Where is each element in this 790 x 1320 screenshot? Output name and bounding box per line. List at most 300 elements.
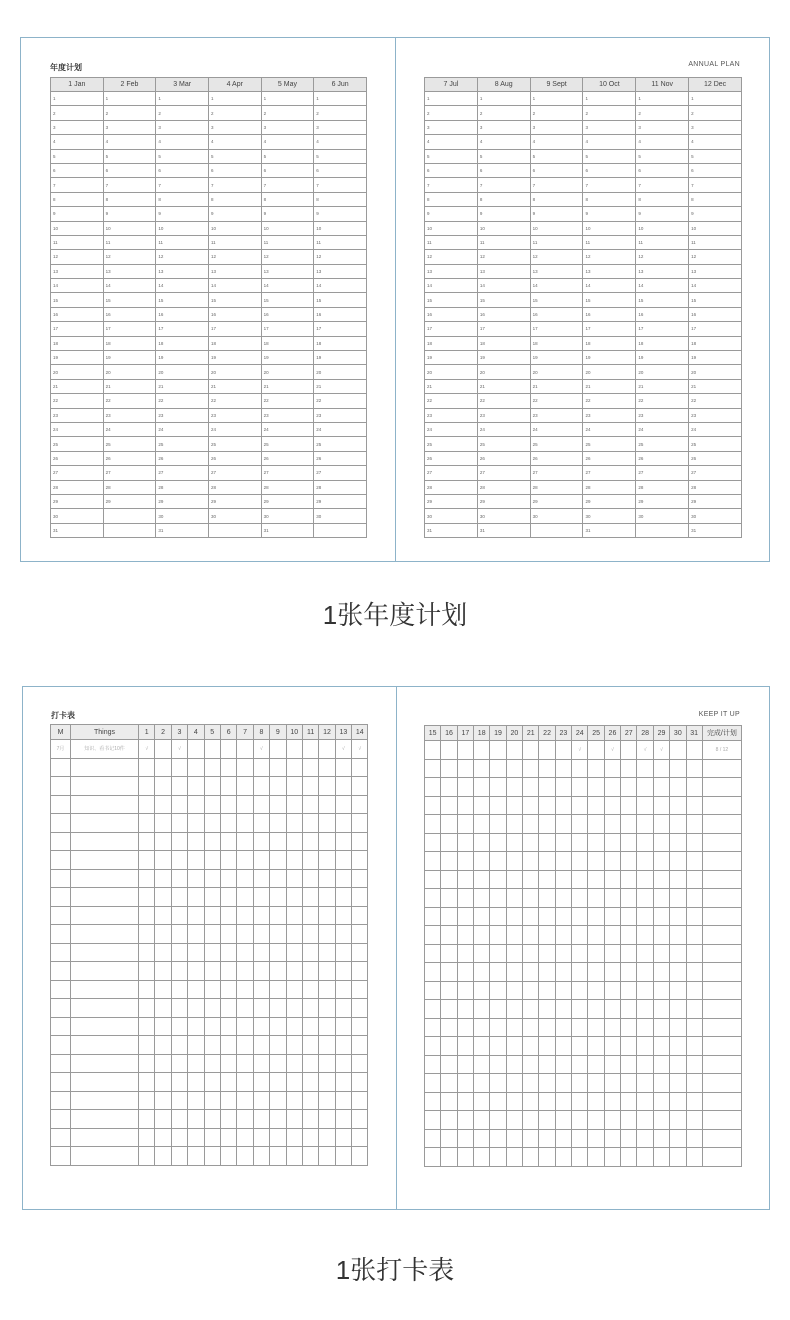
- habit-day-cell: [474, 870, 490, 889]
- habit-day-cell: [572, 1037, 588, 1056]
- day-cell: 23: [208, 408, 261, 422]
- habit-thing-cell: [71, 758, 139, 777]
- habit-day-cell: [204, 814, 220, 833]
- day-cell: 7: [156, 178, 209, 192]
- day-cell: 14: [689, 279, 742, 293]
- habit-day-cell: [572, 870, 588, 889]
- day-cell: 14: [477, 279, 530, 293]
- caption-annual-plan: 1张年度计划: [322, 600, 468, 630]
- habit-day-cell: [237, 925, 253, 944]
- day-cell: 18: [314, 336, 367, 350]
- habit-day-cell: [286, 832, 302, 851]
- day-cell: 16: [208, 307, 261, 321]
- habit-day-cell: [270, 740, 286, 759]
- habit-day-cell: [155, 962, 171, 981]
- day-cell: 4: [261, 135, 314, 149]
- habit-day-cell: [474, 833, 490, 852]
- habit-day-cell: [335, 1036, 351, 1055]
- day-cell: 17: [103, 322, 156, 336]
- habit-day-cell: [506, 1092, 522, 1111]
- habit-day-cell: [352, 1147, 368, 1166]
- habit-day-cell: [425, 1092, 441, 1111]
- habit-day-cell: [523, 1129, 539, 1148]
- day-cell: 17: [51, 322, 104, 336]
- day-cell: 31: [689, 523, 742, 537]
- habit-thing-cell: [71, 943, 139, 962]
- habit-day-cell: [237, 795, 253, 814]
- habit-day-cell: [237, 1054, 253, 1073]
- habit-day-cell: [237, 999, 253, 1018]
- habit-day-cell: [425, 833, 441, 852]
- habit-row: [425, 741, 742, 760]
- day-cell: 24: [51, 422, 104, 436]
- habit-day-cell: [253, 1017, 269, 1036]
- day-cell: 5: [477, 149, 530, 163]
- habit-day-cell: [637, 778, 653, 797]
- habit-day-cell: [539, 778, 555, 797]
- day-cell: 13: [530, 264, 583, 278]
- day-row: [51, 351, 367, 365]
- habit-day-cell: [352, 1128, 368, 1147]
- habit-day-cell: [441, 1000, 457, 1019]
- habit-day-cell: [319, 1073, 335, 1092]
- day-row: [425, 149, 742, 163]
- habit-day-cell: [490, 1055, 506, 1074]
- habit-thing-cell: [71, 851, 139, 870]
- habit-day-cell: [441, 815, 457, 834]
- done-plan-cell: [702, 1074, 741, 1093]
- habit-row: [425, 1148, 742, 1167]
- habit-month-cell: [51, 906, 71, 925]
- habit-day-cell: [335, 925, 351, 944]
- day-cell: 23: [477, 408, 530, 422]
- habit-day-cell: [220, 888, 236, 907]
- day-cell: 17: [314, 322, 367, 336]
- habit-day-cell: [555, 852, 571, 871]
- day-cell: 14: [530, 279, 583, 293]
- habit-day-cell: [270, 1110, 286, 1129]
- habit-day-cell: [637, 852, 653, 871]
- day-cell: 7: [314, 178, 367, 192]
- habit-day-cell: [319, 980, 335, 999]
- habit-day-cell: [171, 925, 187, 944]
- day-row: [425, 494, 742, 508]
- day-cell: 28: [530, 480, 583, 494]
- habit-day-cell: [474, 741, 490, 760]
- habit-day-cell: [539, 852, 555, 871]
- habit-day-cell: [490, 981, 506, 1000]
- habit-day-cell: [319, 1017, 335, 1036]
- habit-day-cell: [506, 870, 522, 889]
- day-cell: 11: [51, 235, 104, 249]
- day-cell: 12: [51, 250, 104, 264]
- habit-day-cell: [171, 888, 187, 907]
- day-cell: 31: [477, 523, 530, 537]
- day-row: [51, 120, 367, 134]
- habit-month-cell: [51, 851, 71, 870]
- habit-day-cell: [441, 963, 457, 982]
- habit-day-cell: [335, 962, 351, 981]
- day-cell: 26: [530, 451, 583, 465]
- habit-day-cell: [637, 1000, 653, 1019]
- day-cell: 20: [156, 365, 209, 379]
- day-cell: 15: [636, 293, 689, 307]
- day-column-header: 11: [302, 725, 318, 740]
- habit-day-cell: [139, 925, 155, 944]
- habit-day-cell: [171, 814, 187, 833]
- habit-thing-cell: [71, 1073, 139, 1092]
- day-row: [425, 106, 742, 120]
- habit-day-cell: [253, 832, 269, 851]
- annual-plan-spread: [20, 37, 770, 562]
- day-row: [425, 437, 742, 451]
- habit-day-cell: [302, 758, 318, 777]
- habit-thing-cell: [71, 1054, 139, 1073]
- habit-day-cell: [506, 1111, 522, 1130]
- habit-day-cell: [670, 1018, 686, 1037]
- habit-day-cell: [352, 758, 368, 777]
- habit-day-cell: [171, 906, 187, 925]
- habit-day-cell: [474, 981, 490, 1000]
- habit-day-cell: [670, 833, 686, 852]
- habit-day-cell: [270, 888, 286, 907]
- habit-day-cell: [302, 795, 318, 814]
- day-cell: 18: [636, 336, 689, 350]
- habit-day-cell: [302, 1110, 318, 1129]
- habit-day-cell: [670, 796, 686, 815]
- day-row: [51, 235, 367, 249]
- habit-day-cell: [335, 1110, 351, 1129]
- habit-day-cell: [506, 1055, 522, 1074]
- habit-day-cell: [155, 1073, 171, 1092]
- habit-day-cell: [670, 1000, 686, 1019]
- habit-row: [51, 999, 368, 1018]
- habit-day-cell: [352, 1110, 368, 1129]
- day-cell: 9: [261, 207, 314, 221]
- day-cell: 10: [314, 221, 367, 235]
- done-plan-cell: [702, 815, 741, 834]
- habit-day-cell: [457, 1092, 473, 1111]
- habit-day-cell: [572, 833, 588, 852]
- day-column-header: 8: [253, 725, 269, 740]
- habit-day-cell: [204, 1017, 220, 1036]
- day-cell: 23: [689, 408, 742, 422]
- habit-day-cell: [653, 815, 669, 834]
- day-cell: 27: [583, 466, 636, 480]
- habit-day-cell: [220, 962, 236, 981]
- habit-day-cell: [441, 1018, 457, 1037]
- habit-row: [425, 926, 742, 945]
- habit-day-cell: [204, 851, 220, 870]
- habit-day-cell: [441, 1055, 457, 1074]
- habit-day-cell: [506, 833, 522, 852]
- habit-day-cell: [474, 1037, 490, 1056]
- month-header: 9 Sept: [530, 78, 583, 92]
- habit-day-cell: [490, 1074, 506, 1093]
- day-cell: 8: [103, 192, 156, 206]
- habit-day-cell: [572, 944, 588, 963]
- habit-day-cell: [670, 926, 686, 945]
- habit-day-cell: [604, 1037, 620, 1056]
- habit-month-cell: [51, 869, 71, 888]
- month-header: 1 Jan: [51, 78, 104, 92]
- habit-day-cell: [621, 889, 637, 908]
- habit-day-cell: [139, 906, 155, 925]
- habit-day-cell: [523, 833, 539, 852]
- habit-row: [51, 1147, 368, 1166]
- habit-day-cell: [302, 1073, 318, 1092]
- habit-day-cell: [490, 1018, 506, 1037]
- day-cell: 27: [314, 466, 367, 480]
- day-cell: 13: [477, 264, 530, 278]
- day-cell: 30: [208, 509, 261, 523]
- habit-day-cell: [335, 1091, 351, 1110]
- day-cell: 18: [425, 336, 478, 350]
- habit-day-cell: [588, 1055, 604, 1074]
- day-row: [51, 135, 367, 149]
- habit-day-cell: [286, 758, 302, 777]
- habit-day-cell: [270, 777, 286, 796]
- day-cell: 1: [636, 92, 689, 106]
- day-cell: 15: [208, 293, 261, 307]
- habit-day-cell: [506, 759, 522, 778]
- day-column-header: 10: [286, 725, 302, 740]
- habit-day-cell: [490, 944, 506, 963]
- habit-day-cell: [604, 1074, 620, 1093]
- day-cell: 23: [530, 408, 583, 422]
- habit-day-cell: [139, 851, 155, 870]
- habit-day-cell: [270, 962, 286, 981]
- habit-day-cell: [335, 777, 351, 796]
- habit-day-cell: [220, 943, 236, 962]
- habit-day-cell: [653, 1092, 669, 1111]
- day-cell: 19: [261, 351, 314, 365]
- habit-day-cell: [523, 852, 539, 871]
- day-cell: 27: [636, 466, 689, 480]
- habit-day-cell: [490, 741, 506, 760]
- day-row: [425, 480, 742, 494]
- habit-day-cell: [457, 926, 473, 945]
- habit-day-cell: [441, 1148, 457, 1167]
- day-cell: 23: [314, 408, 367, 422]
- day-cell: 16: [425, 307, 478, 321]
- day-cell: 8: [208, 192, 261, 206]
- day-cell: 3: [530, 120, 583, 134]
- day-cell: 17: [636, 322, 689, 336]
- day-cell: [636, 523, 689, 537]
- habit-day-cell: [637, 1148, 653, 1167]
- habit-day-cell: [457, 741, 473, 760]
- habit-day-cell: [670, 944, 686, 963]
- day-cell: 30: [477, 509, 530, 523]
- habit-day-cell: [670, 1074, 686, 1093]
- habit-day-cell: [670, 907, 686, 926]
- habit-day-cell: [621, 778, 637, 797]
- habit-day-cell: [474, 796, 490, 815]
- habit-day-cell: [523, 741, 539, 760]
- month-header: 2 Feb: [103, 78, 156, 92]
- habit-day-cell: [555, 981, 571, 1000]
- habit-day-cell: [686, 1074, 702, 1093]
- day-cell: 3: [477, 120, 530, 134]
- habit-day-cell: [302, 925, 318, 944]
- habit-day-cell: [335, 888, 351, 907]
- day-cell: 21: [208, 379, 261, 393]
- habit-day-cell: [621, 833, 637, 852]
- habit-day-cell: [155, 980, 171, 999]
- habit-day-cell: [302, 777, 318, 796]
- day-cell: 17: [530, 322, 583, 336]
- month-header: 4 Apr: [208, 78, 261, 92]
- day-cell: 18: [51, 336, 104, 350]
- habit-day-cell: [539, 815, 555, 834]
- habit-day-cell: [588, 889, 604, 908]
- day-cell: 2: [51, 106, 104, 120]
- habit-day-cell: [286, 777, 302, 796]
- day-cell: 11: [477, 235, 530, 249]
- day-cell: 20: [689, 365, 742, 379]
- day-cell: 11: [425, 235, 478, 249]
- day-cell: 25: [530, 437, 583, 451]
- day-cell: 11: [103, 235, 156, 249]
- habit-day-cell: [253, 869, 269, 888]
- day-cell: 22: [530, 394, 583, 408]
- day-cell: 1: [530, 92, 583, 106]
- habit-day-cell: [155, 795, 171, 814]
- habit-day-cell: [352, 999, 368, 1018]
- habit-day-cell: [286, 1091, 302, 1110]
- habit-day-cell: [171, 1147, 187, 1166]
- done-plan-cell: [702, 1018, 741, 1037]
- habit-day-cell: [425, 1000, 441, 1019]
- day-cell: 7: [477, 178, 530, 192]
- habit-day-cell: [286, 1017, 302, 1036]
- habit-day-cell: [588, 1037, 604, 1056]
- habit-day-cell: [572, 889, 588, 908]
- habit-day-cell: [441, 870, 457, 889]
- habit-thing-cell: [71, 980, 139, 999]
- day-cell: 4: [477, 135, 530, 149]
- habit-day-cell: [204, 1128, 220, 1147]
- day-cell: 15: [261, 293, 314, 307]
- habit-day-cell: [523, 889, 539, 908]
- habit-day-cell: [490, 815, 506, 834]
- habit-day-cell: [286, 795, 302, 814]
- habit-day-cell: [270, 795, 286, 814]
- habit-day-cell: [637, 981, 653, 1000]
- habit-day-cell: [572, 778, 588, 797]
- column-header-things: Things: [71, 725, 139, 740]
- habit-day-cell: [441, 1074, 457, 1093]
- day-cell: 5: [314, 149, 367, 163]
- habit-day-cell: [490, 1092, 506, 1111]
- habit-day-cell: [425, 778, 441, 797]
- habit-day-cell: [506, 944, 522, 963]
- day-cell: 10: [636, 221, 689, 235]
- day-cell: 5: [208, 149, 261, 163]
- habit-day-cell: [319, 777, 335, 796]
- day-cell: 8: [156, 192, 209, 206]
- habit-month-cell: [51, 1091, 71, 1110]
- habit-day-cell: [188, 999, 204, 1018]
- habit-thing-cell: [71, 1110, 139, 1129]
- habit-day-cell: [425, 963, 441, 982]
- habit-day-cell: [188, 1128, 204, 1147]
- habit-day-cell: [686, 1018, 702, 1037]
- habit-day-cell: [490, 870, 506, 889]
- habit-day-cell: [457, 944, 473, 963]
- habit-day-cell: [155, 925, 171, 944]
- day-cell: 30: [51, 509, 104, 523]
- done-plan-cell: [702, 778, 741, 797]
- habit-day-cell: [139, 1147, 155, 1166]
- day-row: [425, 365, 742, 379]
- habit-day-cell: [686, 852, 702, 871]
- day-cell: 31: [583, 523, 636, 537]
- habit-day-cell: [572, 1148, 588, 1167]
- habit-day-cell: [555, 1018, 571, 1037]
- habit-day-cell: [425, 1055, 441, 1074]
- day-cell: 29: [51, 494, 104, 508]
- habit-day-cell: [539, 1092, 555, 1111]
- habit-day-cell: [555, 907, 571, 926]
- habit-day-cell: [506, 981, 522, 1000]
- day-cell: 21: [156, 379, 209, 393]
- habit-day-cell: [237, 1073, 253, 1092]
- habit-day-cell: [335, 1128, 351, 1147]
- habit-day-cell: [621, 1092, 637, 1111]
- habit-day-cell: [474, 815, 490, 834]
- habit-day-cell: [352, 1054, 368, 1073]
- day-cell: 21: [51, 379, 104, 393]
- habit-row: [425, 1055, 742, 1074]
- habit-day-cell: [188, 851, 204, 870]
- habit-day-cell: [237, 888, 253, 907]
- habit-day-cell: [490, 759, 506, 778]
- day-cell: 8: [583, 192, 636, 206]
- day-cell: 27: [208, 466, 261, 480]
- habit-day-cell: [253, 906, 269, 925]
- day-column-header: 14: [352, 725, 368, 740]
- day-cell: 28: [208, 480, 261, 494]
- habit-day-cell: [139, 943, 155, 962]
- month-header: 7 Jul: [425, 78, 478, 92]
- habit-day-cell: [425, 796, 441, 815]
- day-cell: 20: [530, 365, 583, 379]
- habit-day-cell: [139, 999, 155, 1018]
- habit-day-cell: [425, 815, 441, 834]
- day-cell: 21: [103, 379, 156, 393]
- day-column-header: 25: [588, 726, 604, 741]
- habit-day-cell: [335, 1147, 351, 1166]
- habit-day-cell: [686, 981, 702, 1000]
- habit-day-cell: [286, 851, 302, 870]
- habit-thing-cell: [71, 1128, 139, 1147]
- habit-thing-cell: [71, 925, 139, 944]
- habit-row: [51, 795, 368, 814]
- habit-day-cell: [188, 943, 204, 962]
- day-cell: 24: [689, 422, 742, 436]
- habit-day-cell: [653, 944, 669, 963]
- habit-day-cell: [220, 869, 236, 888]
- habit-day-cell: [506, 1148, 522, 1167]
- habit-day-cell: [588, 741, 604, 760]
- habit-day-cell: [653, 1000, 669, 1019]
- day-column-header: 18: [474, 726, 490, 741]
- habit-day-cell: [302, 980, 318, 999]
- habit-day-cell: [237, 943, 253, 962]
- day-cell: 6: [530, 163, 583, 177]
